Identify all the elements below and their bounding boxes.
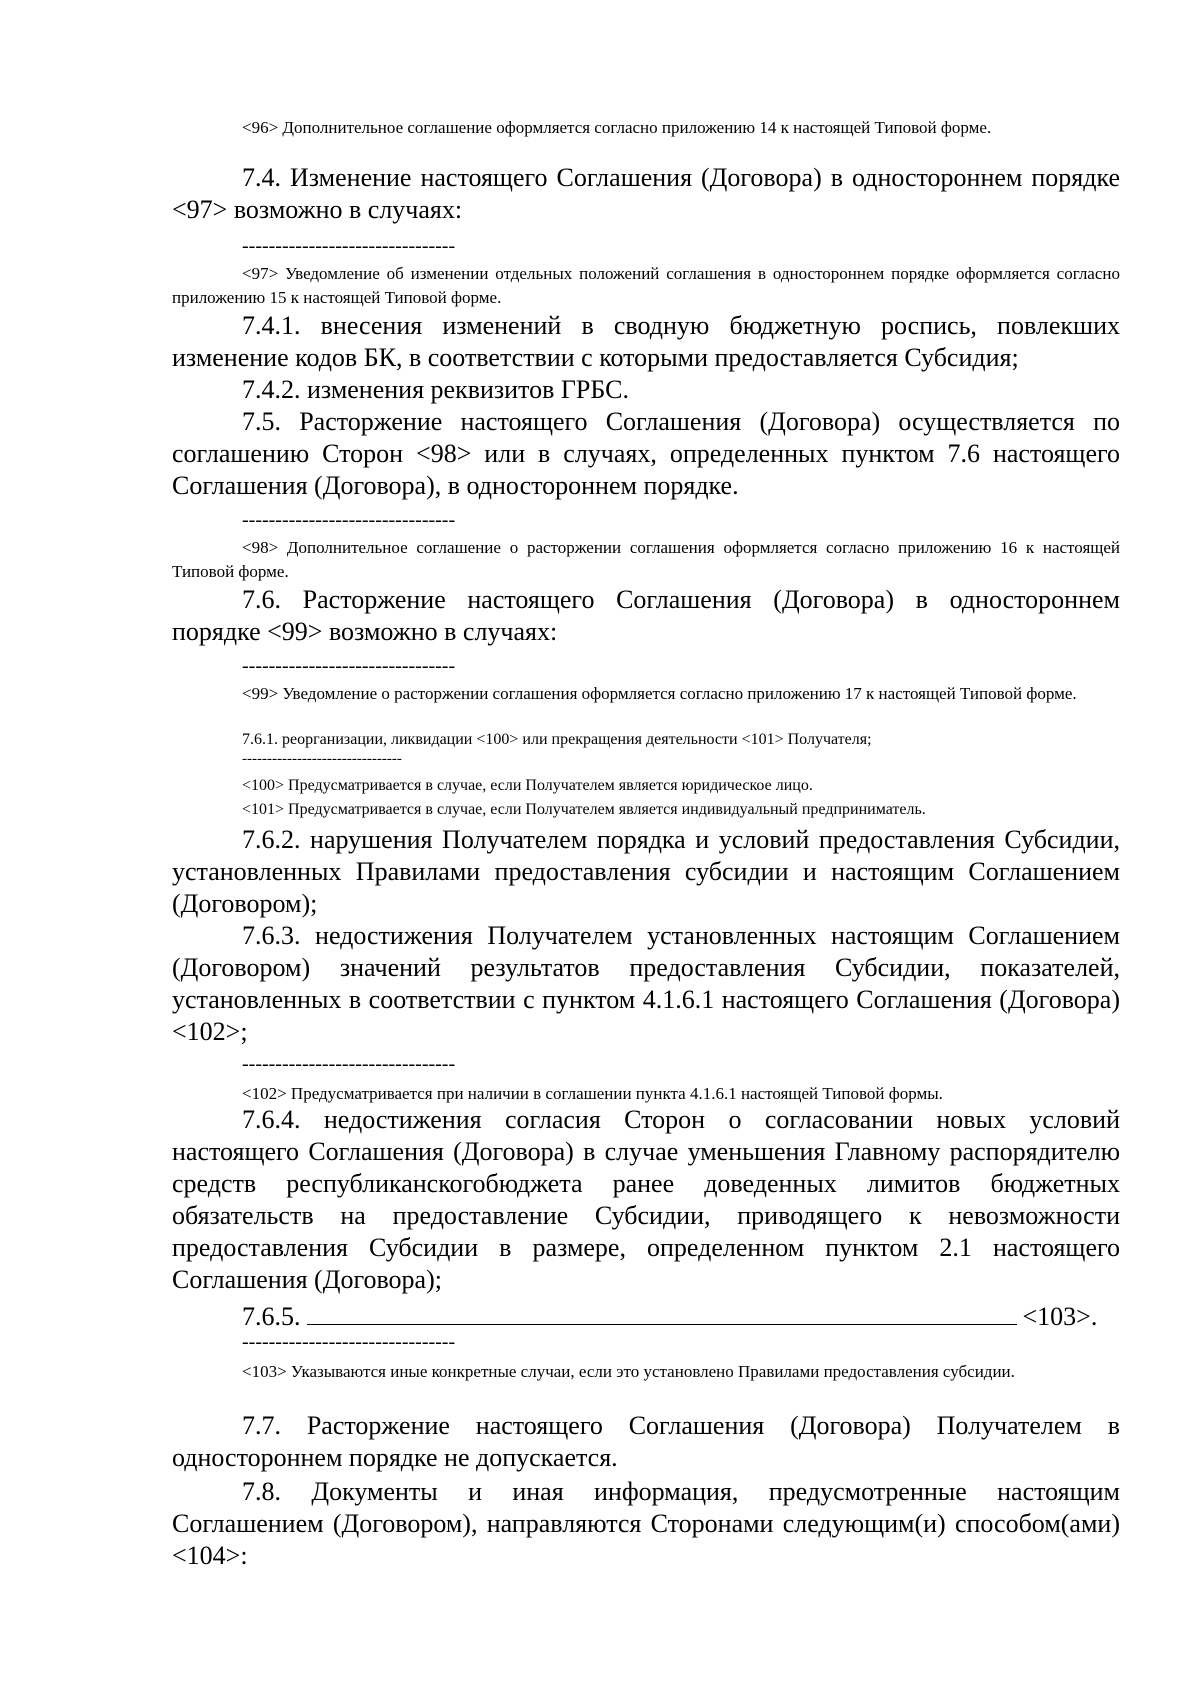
- footnote-98: <98> Дополнительное соглашение о расторжении соглашения оформляется согласно приложению 16 к настоящей Типовой форме.: [172, 538, 1120, 581]
- footnote-96: <96> Дополнительное соглашение оформляется согласно приложению 14 к настоящей Типовой форме.: [242, 118, 992, 137]
- footnote-separator: --------------------------------: [242, 509, 456, 531]
- footnote-99: <99> Уведомление о расторжении соглашения оформляется согласно приложению 17 к настоящей Типовой форме.: [242, 684, 1077, 703]
- footnote-101: <101> Предусматривается в случае, если Получателем является индивидуальный предприниматель.: [242, 801, 926, 818]
- paragraph-7-8: 7.8. Документы и иная информация, предусмотренные настоящим Соглашением (Договором), направляются Сторонами следующим(и) способом(ами) <104>:: [172, 1477, 1120, 1570]
- footnote-100: <100> Предусматривается в случае, если Получателем является юридическое лицо.: [242, 777, 813, 794]
- paragraph-7-6-4: 7.6.4. недостижения согласия Сторон о согласовании новых условий настоящего Соглашения (Договора) в случае уменьшения Главному распорядителю средств республиканскогобюджета ранее доведенных лимитов бюджетных обязательств на предоставление Субсидии, приводящего к невозможности предоставления Субсидии в размере, определенном пунктом 2.1 настоящего Соглашения (Договора);: [172, 1105, 1120, 1294]
- fill-in-blank: [307, 1298, 1017, 1325]
- paragraph-7-6-5-row: [172, 1298, 1120, 1333]
- paragraph-7-6-3: 7.6.3. недостижения Получателем установленных настоящим Соглашением (Договором) значений результатов предоставления Субсидии, показателей, установленных в соответствии с пунктом 4.1.6.1 настоящего Соглашения (Договора) <102>;: [172, 921, 1120, 1046]
- footnote-separator: --------------------------------: [242, 1331, 456, 1353]
- paragraph-7-6-2: 7.6.2. нарушения Получателем порядка и условий предоставления Субсидии, установленных Правилами предоставления субсидии и настоящим Соглашением (Договором);: [172, 825, 1120, 918]
- footnote-97: <97> Уведомление об изменении отдельных положений соглашения в одностороннем порядке оформляется согласно приложению 15 к настоящей Типовой форме.: [172, 264, 1120, 307]
- footnote-103: <103> Указываются иные конкретные случаи, если это установлено Правилами предоставления субсидии.: [242, 1362, 1015, 1381]
- paragraph-7-6-5-number: 7.6.5.: [242, 1302, 301, 1331]
- paragraph-7-7: 7.7. Расторжение настоящего Соглашения (Договора) Получателем в одностороннем порядке не допускается.: [172, 1411, 1120, 1472]
- paragraph-7-4-2: 7.4.2. изменения реквизитов ГРБС.: [242, 375, 629, 404]
- paragraph-7-6-1: 7.6.1. реорганизации, ликвидации <100> или прекращения деятельности <101> Получателя;: [242, 731, 872, 748]
- paragraph-7-4-1: 7.4.1. внесения изменений в сводную бюджетную роспись, повлекших изменение кодов БК, в соответствии с которыми предоставляется Субсидия;: [172, 311, 1120, 372]
- paragraph-7-4: 7.4. Изменение настоящего Соглашения (Договора) в одностороннем порядке <97> возможно в случаях:: [172, 163, 1120, 224]
- footnote-separator: --------------------------------: [242, 1053, 456, 1075]
- footnote-separator: --------------------------------: [242, 655, 456, 677]
- paragraph-7-6-5-ref: <103>.: [1022, 1302, 1098, 1331]
- footnote-separator: --------------------------------: [242, 235, 456, 257]
- paragraph-7-6-5: [172, 1298, 1120, 1333]
- footnote-102: <102> Предусматривается при наличии в соглашении пункта 4.1.6.1 настоящей Типовой формы.: [242, 1084, 943, 1103]
- paragraph-7-6: 7.6. Расторжение настоящего Соглашения (Договора) в одностороннем порядке <99> возможно в случаях:: [172, 585, 1120, 646]
- paragraph-7-5: 7.5. Расторжение настоящего Соглашения (Договора) осуществляется по соглашению Сторон <98> или в случаях, определенных пунктом 7.6 настоящего Соглашения (Договора), в одностороннем порядке.: [172, 407, 1120, 500]
- footnote-separator: --------------------------------: [242, 751, 402, 767]
